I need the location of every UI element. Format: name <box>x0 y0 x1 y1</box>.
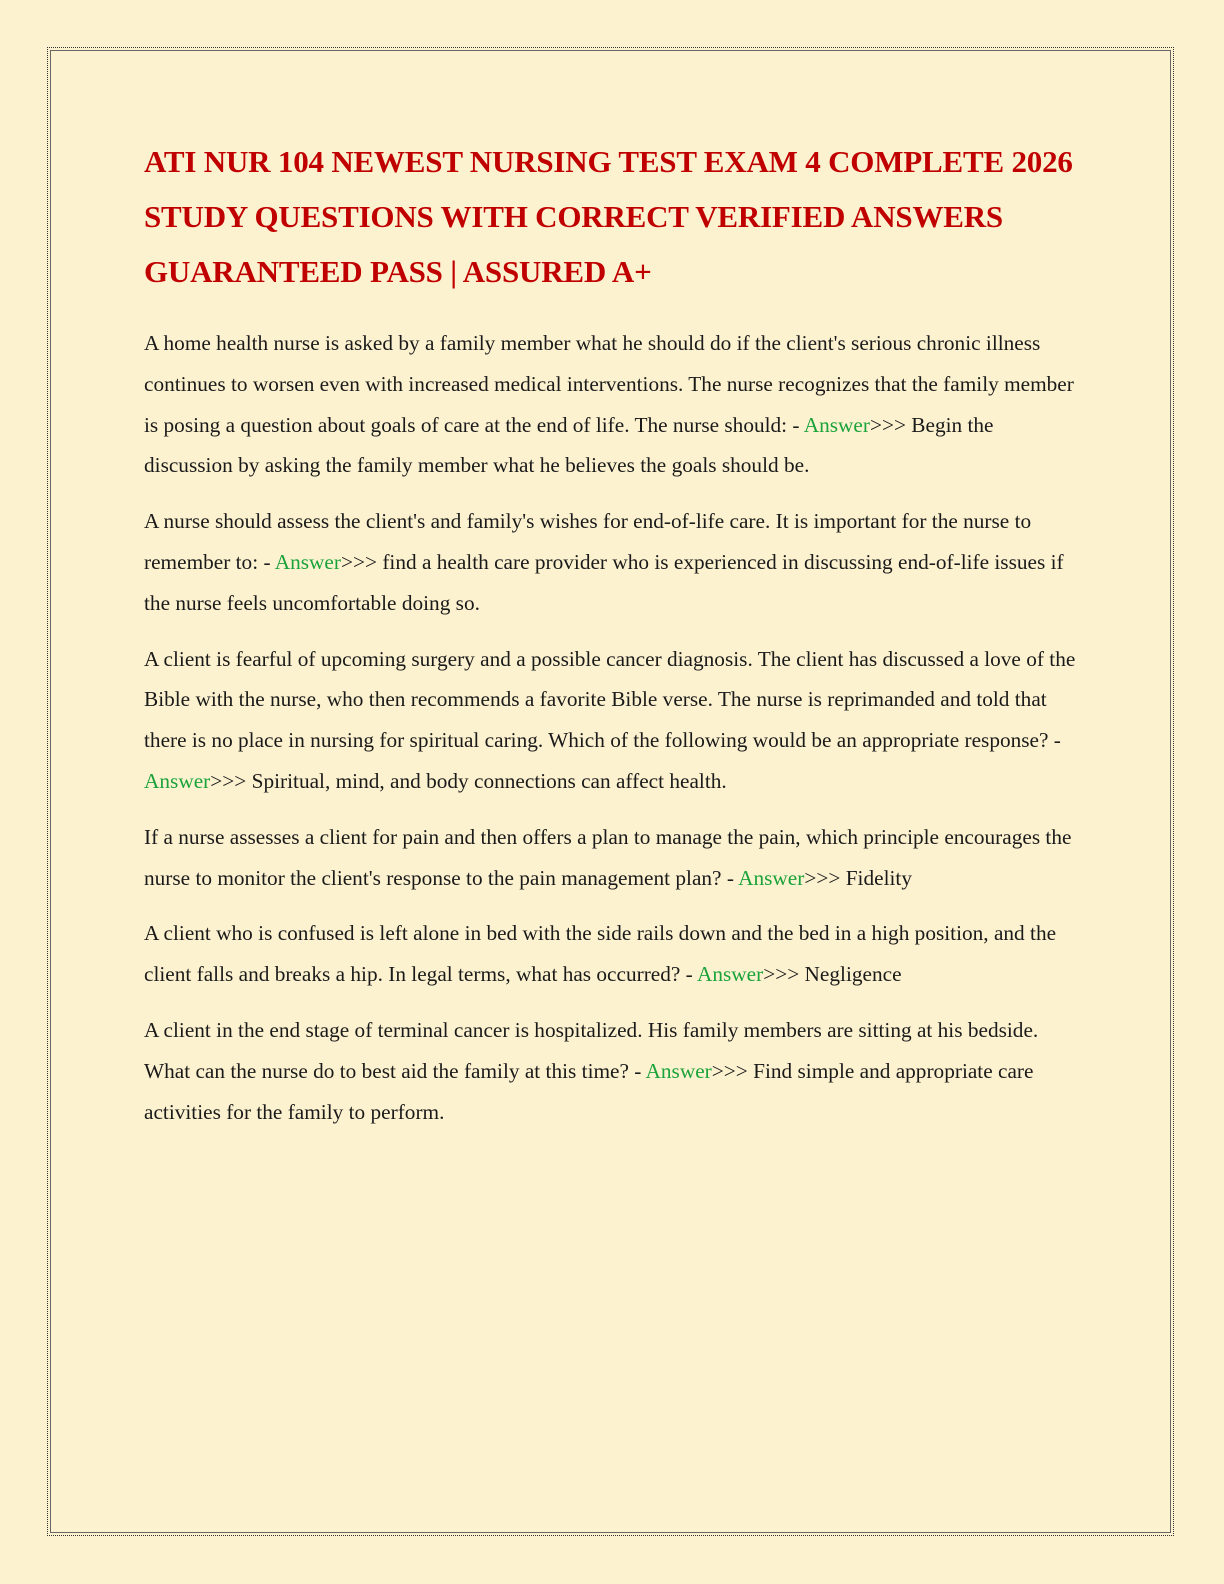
answer-label: Answer <box>144 768 211 793</box>
answer-text: find a health care provider who is experienced in discussing end-of-life issues if the nurse feels uncomfortable doing so. <box>144 549 1064 615</box>
document-content <box>144 134 1084 1147</box>
answer-arrow: >>> <box>210 768 252 793</box>
answer-arrow: >>> <box>869 412 912 437</box>
answer-label: Answer <box>738 865 805 890</box>
title-spacer <box>144 299 1084 323</box>
qa-item <box>144 913 1084 995</box>
answer-text: Negligence <box>804 962 902 987</box>
separator: - <box>721 865 739 890</box>
question-text: A client who is confused is left alone in bed with the side rails down and the bed in a high position, and the client falls and breaks a hip. In legal terms, what has occurred? <box>144 921 1057 987</box>
answer-label: Answer <box>803 412 870 437</box>
qa-item <box>144 817 1084 899</box>
answer-text: Spiritual, mind, and body connections can affect health. <box>251 768 727 793</box>
qa-item <box>144 1010 1084 1132</box>
answer-arrow: >>> <box>340 549 383 574</box>
question-text: If a nurse assesses a client for pain and then offers a plan to manage the pain, which principle encourages the nurse to monitor the client's response to the pain management plan? <box>144 824 1072 890</box>
separator: - <box>258 549 275 574</box>
answer-arrow: >>> <box>763 962 805 987</box>
answer-label: Answer <box>645 1058 712 1083</box>
answer-arrow: >>> <box>711 1058 754 1083</box>
separator: - <box>787 412 804 437</box>
separator: - <box>1048 728 1061 753</box>
document-title: ATI NUR 104 NEWEST NURSING TEST EXAM 4 COMPLETE 2026 STUDY QUESTIONS WITH CORRECT VERIFIED ANSWERS GUARANTEED PASS | ASSURED A+ <box>144 144 1073 289</box>
answer-arrow: >>> <box>804 865 846 890</box>
question-text: A nurse should assess the client's and family's wishes for end-of-life care. It is important for the nurse to remember to: <box>144 509 1032 574</box>
qa-item <box>144 501 1084 623</box>
question-text: A client in the end stage of terminal cancer is hospitalized. His family members are sitting at his bedside. What can the nurse do to best aid the family at this time? <box>144 1017 1039 1083</box>
question-text: A client is fearful of upcoming surgery and a possible cancer diagnosis. The client has discussed a love of the Bible with the nurse, who then recommends a favorite Bible verse. The nurse is reprimanded and told that there is no place in nursing for spiritual caring. Which of the following would be an appropriate response? <box>144 646 1076 753</box>
answer-text: Find simple and appropriate care activities for the family to perform. <box>144 1058 1034 1124</box>
separator: - <box>680 962 697 987</box>
qa-item <box>144 639 1084 802</box>
question-text: A home health nurse is asked by a family member what he should do if the client's serious chronic illness continues to worsen even with increased medical interventions. The nurse recognizes that the family member is posing a question about goals of care at the end of life. The nurse should: <box>144 331 1074 437</box>
answer-text: Fidelity <box>845 865 912 890</box>
separator: - <box>628 1058 646 1083</box>
answer-text: Begin the discussion by asking the family member what he believes the goals should be. <box>144 412 994 478</box>
answer-label: Answer <box>274 549 341 574</box>
qa-item <box>144 323 1084 486</box>
answer-label: Answer <box>696 962 764 987</box>
